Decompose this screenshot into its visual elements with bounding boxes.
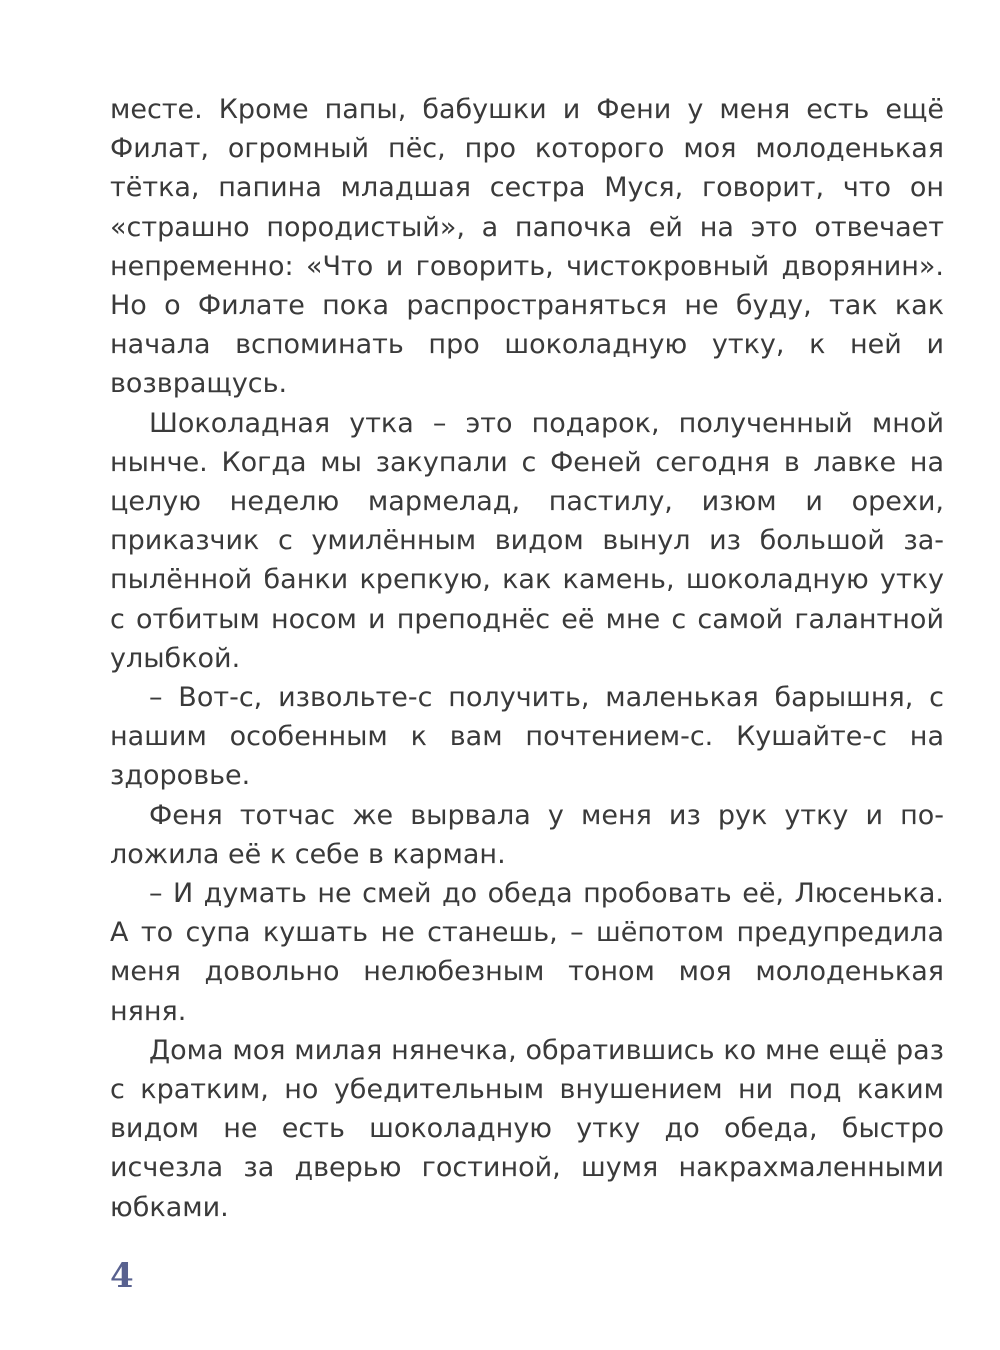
body-text: [110, 90, 944, 1227]
paragraph-2: Шоколадная утка – это подарок, полученный мной нынче. Когда мы закупали с Феней сегодня в лавке на целую неделю мармелад, пастилу, изюм и орехи, приказчик с умилённым видом вынул из большой запылённой банки крепкую, как камень, шоколадную утку с отбитым носом и преподнёс её мне с самой галантной улыбкой.: [110, 407, 944, 674]
paragraph-5: – И думать не смей до обеда пробовать её, Люсенька. А то супа кушать не станешь, – шёпотом предупредила меня довольно нелюбезным тоном моя молоденькая няня.: [110, 878, 944, 1027]
paragraph-1: месте. Кроме папы, бабушки и Фени у меня есть ещё Филат, огромный пёс, про которого моя молоденькая тётка, папина младшая сестра Муся, говорит, что он «страшно породистый», а папочка ей на это отвечает непременно: «Что и говорить, чистокровный дворянин». Но о Филате пока распространяться не буду, так как начала вспоминать про шоколадную утку, к ней и возвращусь.: [110, 94, 944, 400]
paragraph-3: – Вот-с, извольте-с получить, маленькая барышня, с нашим особенным к вам почтением-с. Кушайте-с на здоровье.: [110, 682, 944, 792]
paragraph-4: Феня тотчас же вырвала у меня из рук утку и положила её к себе в карман.: [110, 799, 944, 870]
paragraph-6: Дома моя милая нянечка, обратившись ко мне ещё раз с кратким, но убедительным внушением ни под каким видом не есть шоколадную утку до обеда, быстро исчезла за дверью гостиной, шумя накрахмаленными юбками.: [110, 1034, 944, 1223]
page-number: 4: [110, 1256, 134, 1296]
